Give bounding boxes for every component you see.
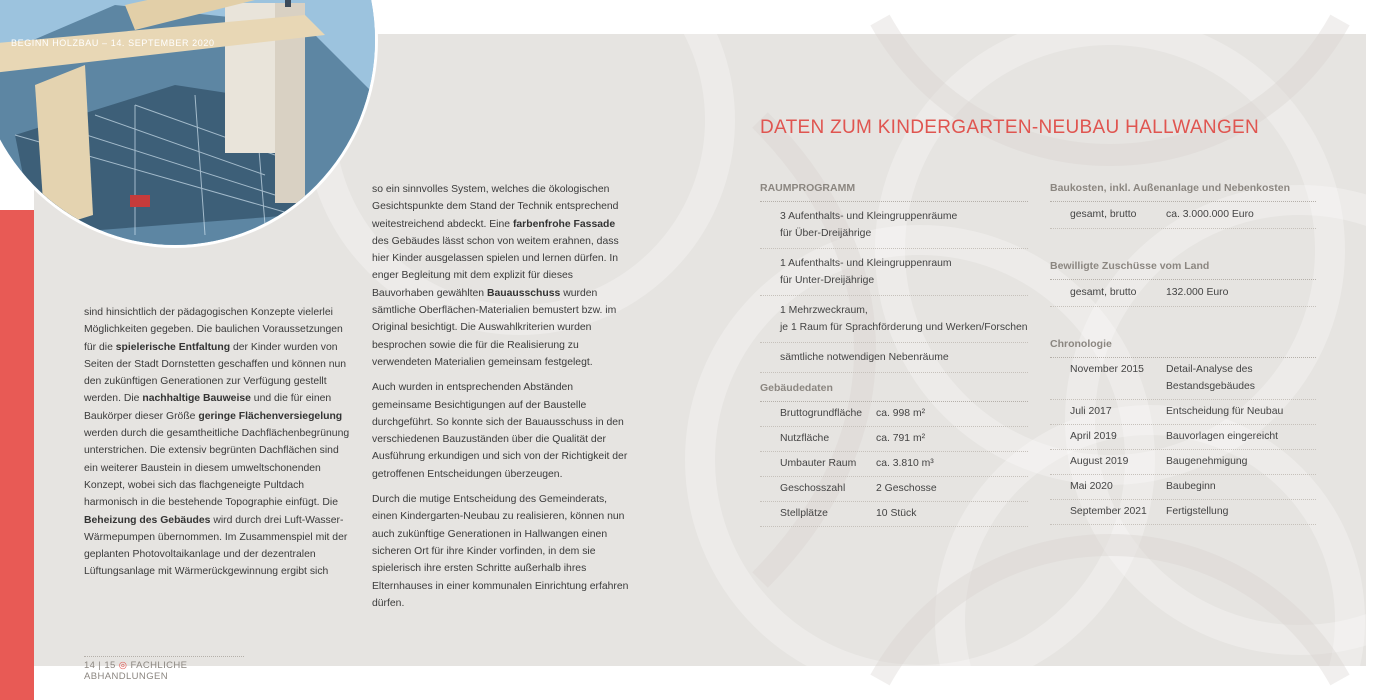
- table-row: [1050, 500, 1316, 525]
- table-row: [760, 452, 1028, 477]
- list-item: 3 Aufenthalts- und Kleingruppenräume für Über-Dreijährige: [760, 202, 1028, 249]
- table-row: [760, 502, 1028, 527]
- row-value: 10 Stück: [876, 508, 917, 519]
- accent-bar: [0, 210, 34, 700]
- page-numbers: 14 | 15: [84, 660, 116, 671]
- page-title: DATEN ZUM KINDERGARTEN-NEUBAU HALLWANGEN: [760, 116, 1260, 138]
- baukosten-section: [1050, 182, 1316, 229]
- table-row: [1050, 475, 1316, 500]
- row-value: ca. 3.000.000 Euro: [1166, 209, 1254, 220]
- table-row: [760, 477, 1028, 502]
- gebaeudedaten-heading: Gebäudedaten: [760, 382, 1028, 402]
- baukosten-heading: Baukosten, inkl. Außenanlage und Nebenkosten: [1050, 182, 1316, 202]
- row-label: Stellplätze: [780, 508, 828, 519]
- zuschuesse-list: [1050, 280, 1316, 307]
- paragraph: so ein sinnvolles System, welches die ökologischen Gesichtspunkte dem Stand der Technik entsprechend weitestreichend abdeckt. Eine farbenfrohe Fassade des Gebäudes lässt schon von weitem erahnen, dass hier Kinder ausgelassen spielen und lernen dürfen. In enger Begleitung mit dem explizit für dieses Bauvorhaben gewählten Bauausschuss wurden sämtliche Oberflächen-Materialien bemustert bzw. im Original besichtigt. Die Auswahlkriterien wurden besprochen sowie die für die Realisierung zu verwendeten Materialien gemeinsam festgelegt.: [372, 184, 619, 368]
- table-row: [1050, 425, 1316, 450]
- gebaeudedaten-section: [760, 382, 1028, 527]
- zuschuesse-section: [1050, 260, 1316, 307]
- table-row: [1050, 400, 1316, 425]
- row-label: gesamt, brutto: [1070, 287, 1137, 298]
- row-value: Baubeginn: [1166, 481, 1216, 492]
- paragraph: Durch die mutige Entscheidung des Gemeinderats, einen Kindergarten-Neubau zu realisieren, können nun auch zukünftige Generationen in Hallwangen einen sicheren Ort für ihre Kinder vorfinden, in dem sie spielerisch ihre ersten Schritte außerhalb ihres Elternhauses in einer kommunalen Einrichtung erfahren dürfen.: [372, 494, 629, 609]
- zuschuesse-heading: Bewilligte Zuschüsse vom Land: [1050, 260, 1316, 280]
- raumprogramm-list: [760, 202, 1028, 373]
- table-row: [760, 427, 1028, 452]
- row-value: ca. 791 m²: [876, 433, 926, 444]
- row-label: Bruttogrundfläche: [780, 408, 863, 419]
- chronologie-list: [1050, 358, 1316, 525]
- table-row: [1050, 450, 1316, 475]
- row-label: September 2021: [1070, 506, 1147, 517]
- row-label: August 2019: [1070, 456, 1129, 467]
- row-label: gesamt, brutto: [1070, 209, 1137, 220]
- paragraph: sind hinsichtlich der pädagogischen Konzepte vielerlei Möglichkeiten gegeben. Die baulichen Voraussetzungen für die spielerische Entfaltung der Kinder wurden von Seiten der Stadt Dornstetten geschaffen und können nun den zukünftigen Generationen zur Verfügung gestellt werden. Die nachhaltige Bauweise und die für einen Baukörper dieser Größe geringe Flächenversiegelung werden durch die gesamtheitliche Dachflächenbegrünung unterstrichen. Die extensiv begrünten Dachflächen sind ein weiterer Baustein in diesem umweltschonenden Konzept, wobei sich das flachgeneigte Pultdach harmonisch in die bestehende Topographie einfügt. Die Beheizung des Gebäudes wird durch drei Luft-Wasser-Wärmepumpen übernommen. Im Zusammenspiel mit der geplanten Photovoltaikanlage und der dezentralen Lüftungsanlage mit Wärmerückgewinnung ergibt sich: [84, 307, 350, 578]
- text-column-1: [84, 304, 354, 589]
- list-item: sämtliche notwendigen Nebenräume: [760, 343, 1028, 373]
- construction-photo: [0, 0, 378, 248]
- row-value: Baugenehmigung: [1166, 456, 1248, 467]
- footer-logo-icon: ◎: [118, 660, 128, 671]
- table-row: [1050, 358, 1316, 400]
- row-value: Bauvorlagen eingereicht: [1166, 431, 1279, 442]
- table-row: [760, 402, 1028, 427]
- row-label: November 2015: [1070, 364, 1144, 375]
- row-value: Detail-Analyse des Bestandsgebäudes: [1166, 364, 1255, 392]
- chronologie-section: [1050, 338, 1316, 525]
- gebaeudedaten-list: [760, 402, 1028, 527]
- row-label: April 2019: [1070, 431, 1117, 442]
- photo-caption: BEGINN HOLZBAU – 14. SEPTEMBER 2020: [11, 38, 215, 48]
- row-value: 132.000 Euro: [1166, 287, 1229, 298]
- row-label: Mai 2020: [1070, 481, 1113, 492]
- raumprogramm-section: [760, 182, 1028, 373]
- row-value: ca. 3.810 m³: [876, 458, 934, 469]
- row-value: Fertigstellung: [1166, 506, 1229, 517]
- baukosten-list: [1050, 202, 1316, 229]
- table-row: [1050, 202, 1316, 229]
- list-item: 1 Mehrzweckraum, je 1 Raum für Sprachförderung und Werken/Forschen: [760, 296, 1028, 343]
- page-footer: [84, 656, 244, 682]
- footer-section-name: FACHLICHE ABHANDLUNGEN: [84, 660, 188, 682]
- chronologie-heading: Chronologie: [1050, 338, 1316, 358]
- table-row: [1050, 280, 1316, 307]
- paragraph: Auch wurden in entsprechenden Abständen gemeinsame Besichtigungen auf der Baustelle durchgeführt. So konnte sich der Bauausschuss in den verschiedenen Bauzuständen über die Qualität der Ausführung erkundigen und sich von der Richtigkeit der getroffenen Entscheidungen überzeugen.: [372, 382, 628, 480]
- row-label: Umbauter Raum: [780, 458, 857, 469]
- raumprogramm-heading: RAUMPROGRAMM: [760, 182, 1028, 202]
- list-item: 1 Aufenthalts- und Kleingruppenraum für Unter-Dreijährige: [760, 249, 1028, 296]
- row-value: 2 Geschosse: [876, 483, 937, 494]
- row-value: ca. 998 m²: [876, 408, 926, 419]
- row-value: Entscheidung für Neubau: [1166, 406, 1284, 417]
- row-label: Nutzfläche: [780, 433, 830, 444]
- row-label: Juli 2017: [1070, 406, 1112, 417]
- text-column-2: [372, 181, 634, 620]
- row-label: Geschosszahl: [780, 483, 846, 494]
